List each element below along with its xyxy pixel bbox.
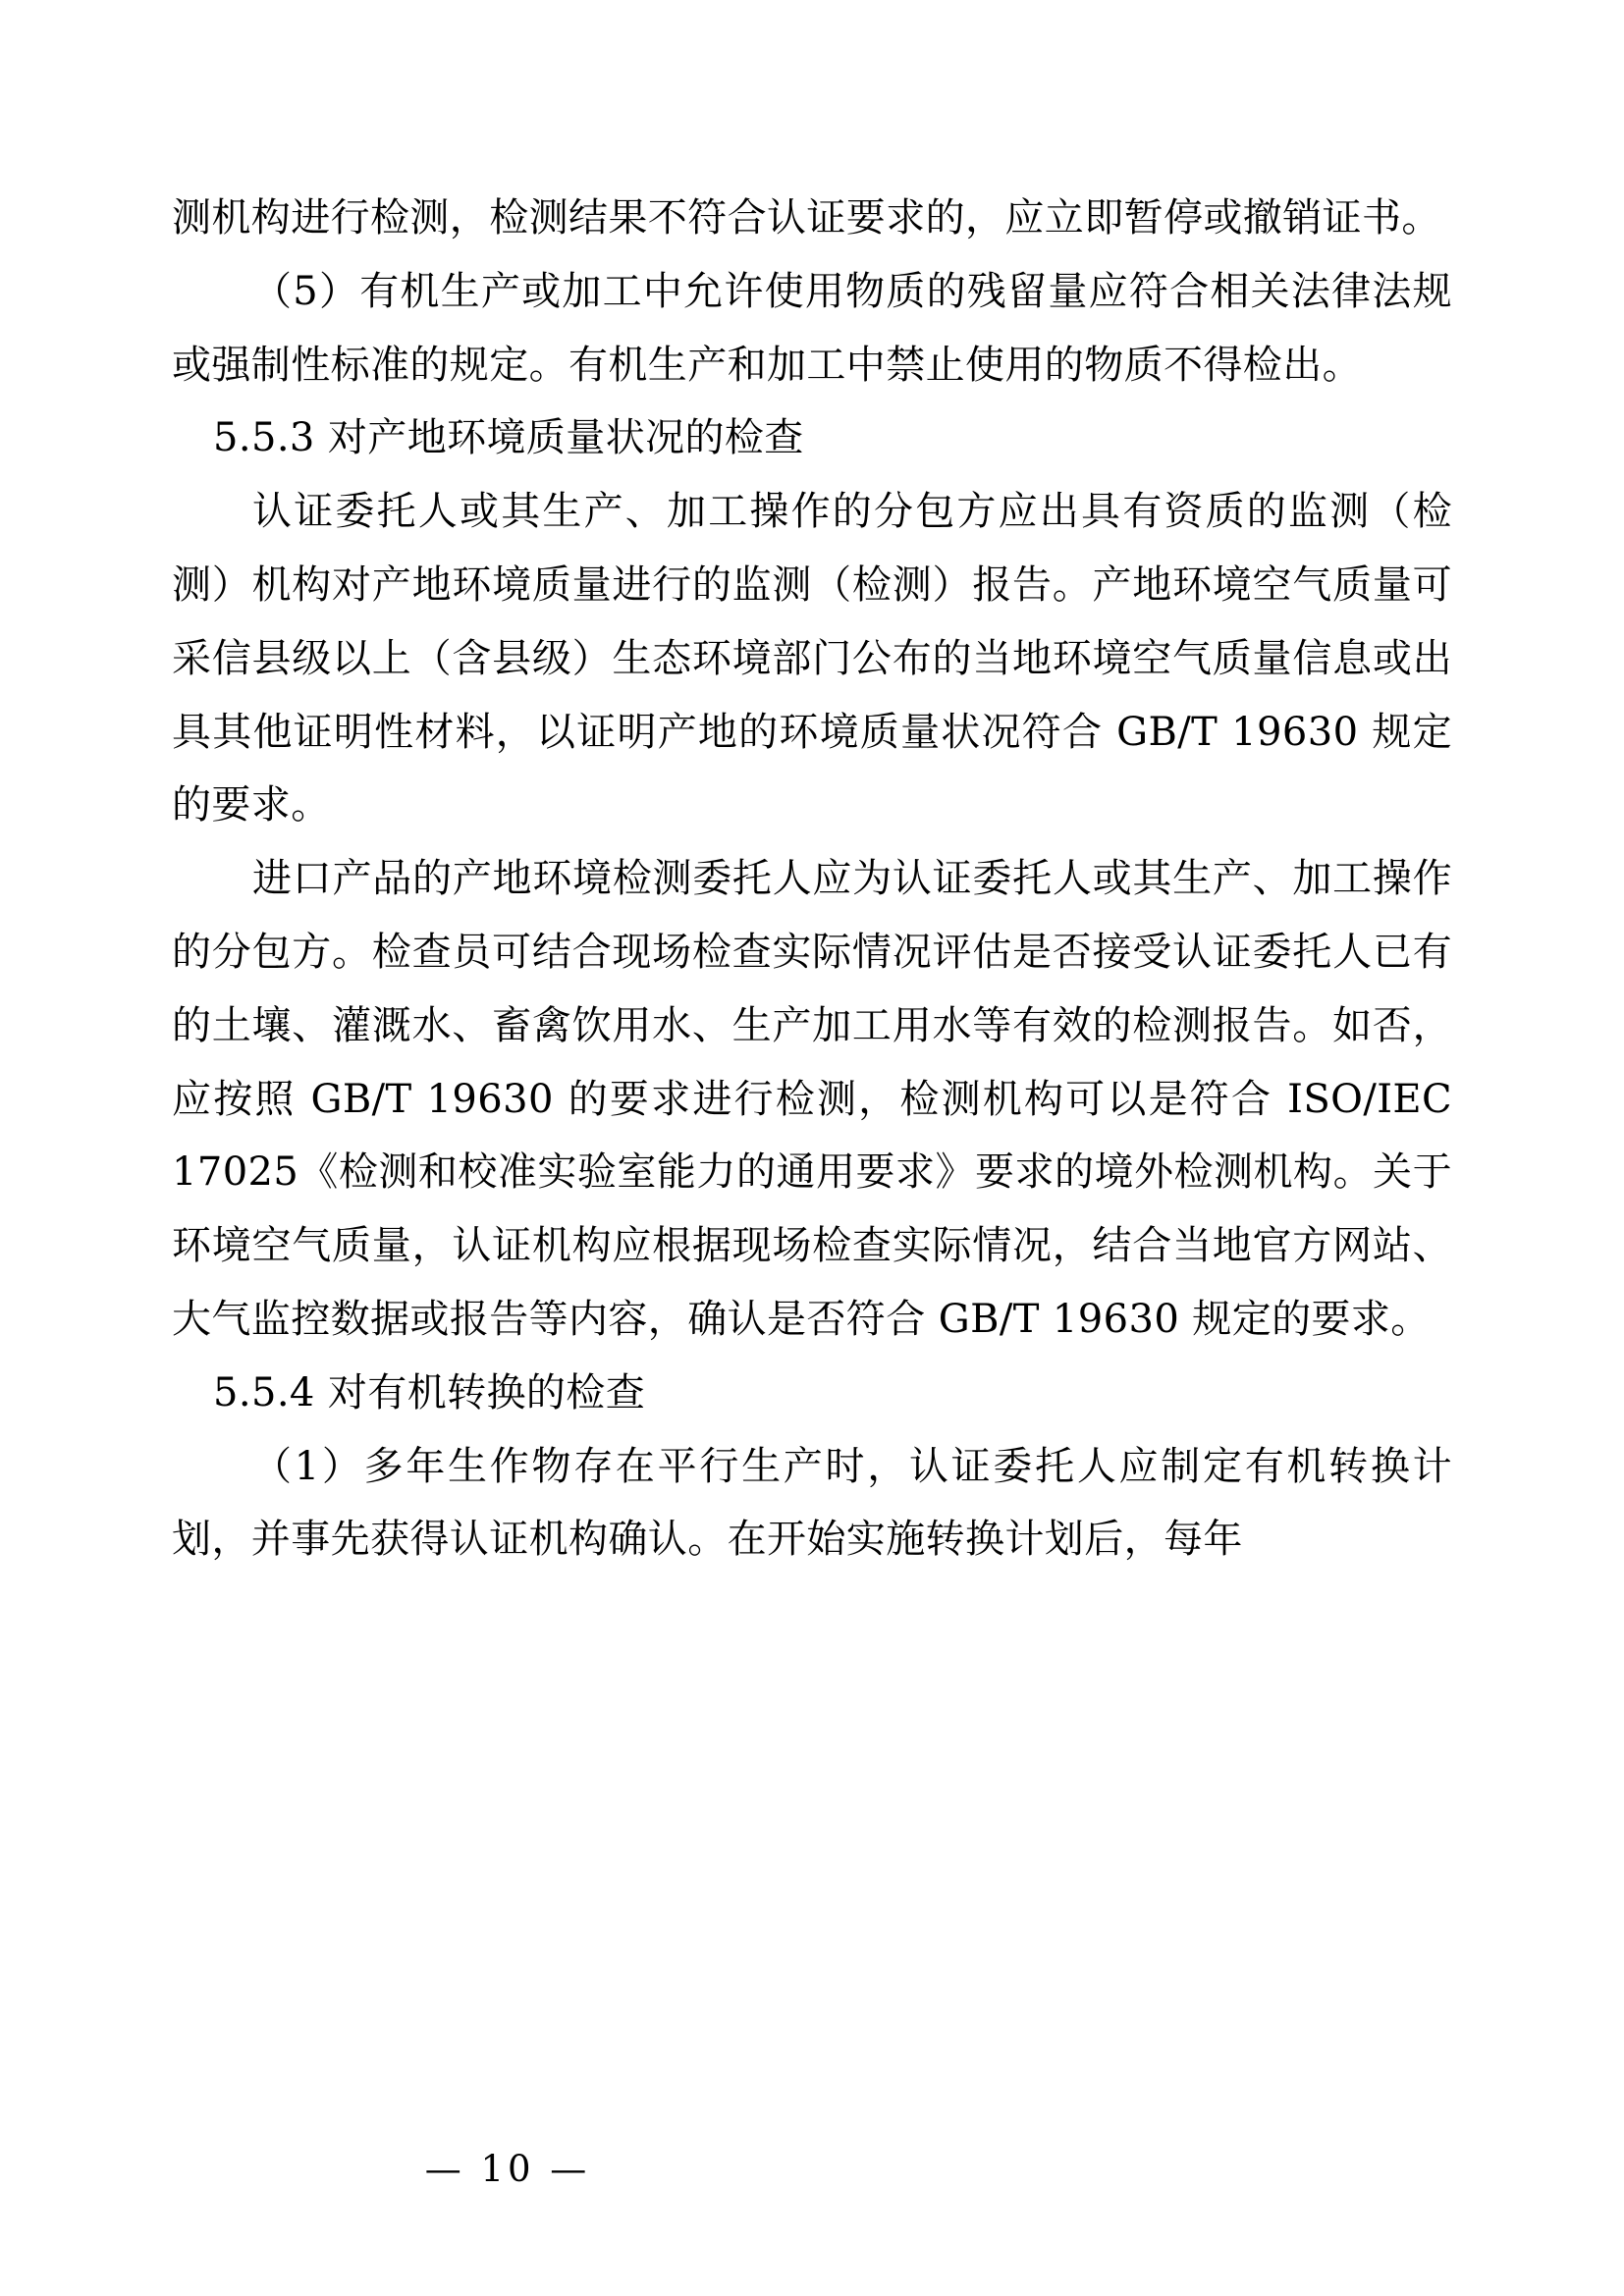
paragraph-item-1: （1）多年生作物存在平行生产时，认证委托人应制定有机转换计划，并事先获得认证机构确认。在开始实施转换计划后，每年	[172, 1443, 1452, 1563]
page-number: — 10 —	[424, 2148, 591, 2190]
paragraph-environment-report: 认证委托人或其生产、加工操作的分包方应出具有资质的监测（检测）机构对产地环境质量进行的监测（检测）报告。产地环境空气质量可采信县级以上（含县级）生态环境部门公布的当地环境空气质量信息或出具其他证明性材料，以证明产地的环境质量状况符合 GB/T 19630 规定的要求。	[172, 489, 1452, 828]
page-footer	[0, 2148, 1624, 2190]
page-body	[172, 182, 1452, 1576]
section-heading-5-5-4: 5.5.4 对有机转换的检查	[213, 1369, 646, 1415]
section-heading-5-5-3: 5.5.3 对产地环境质量状况的检查	[213, 415, 804, 461]
paragraph-import-product: 进口产品的产地环境检测委托人应为认证委托人或其生产、加工操作的分包方。检查员可结合现场检查实际情况评估是否接受认证委托人已有的土壤、灌溉水、畜禽饮用水、生产加工用水等有效的检测报告。如否，应按照 GB/T 19630 的要求进行检测，检测机构可以是符合 ISO/IEC 17025《检测和校准实验室能力的通用要求》要求的境外检测机构。关于环境空气质量，认证机构应根据现场检查实际情况，结合当地官方网站、大气监控数据或报告等内容，确认是否符合 GB/T 19630 规定的要求。	[172, 856, 1452, 1342]
paragraph-continued: 测机构进行检测，检测结果不符合认证要求的，应立即暂停或撤销证书。	[172, 195, 1441, 240]
paragraph-item-5: （5）有机生产或加工中允许使用物质的残留量应符合相关法律法规或强制性标准的规定。有机生产和加工中禁止使用的物质不得检出。	[172, 268, 1452, 388]
